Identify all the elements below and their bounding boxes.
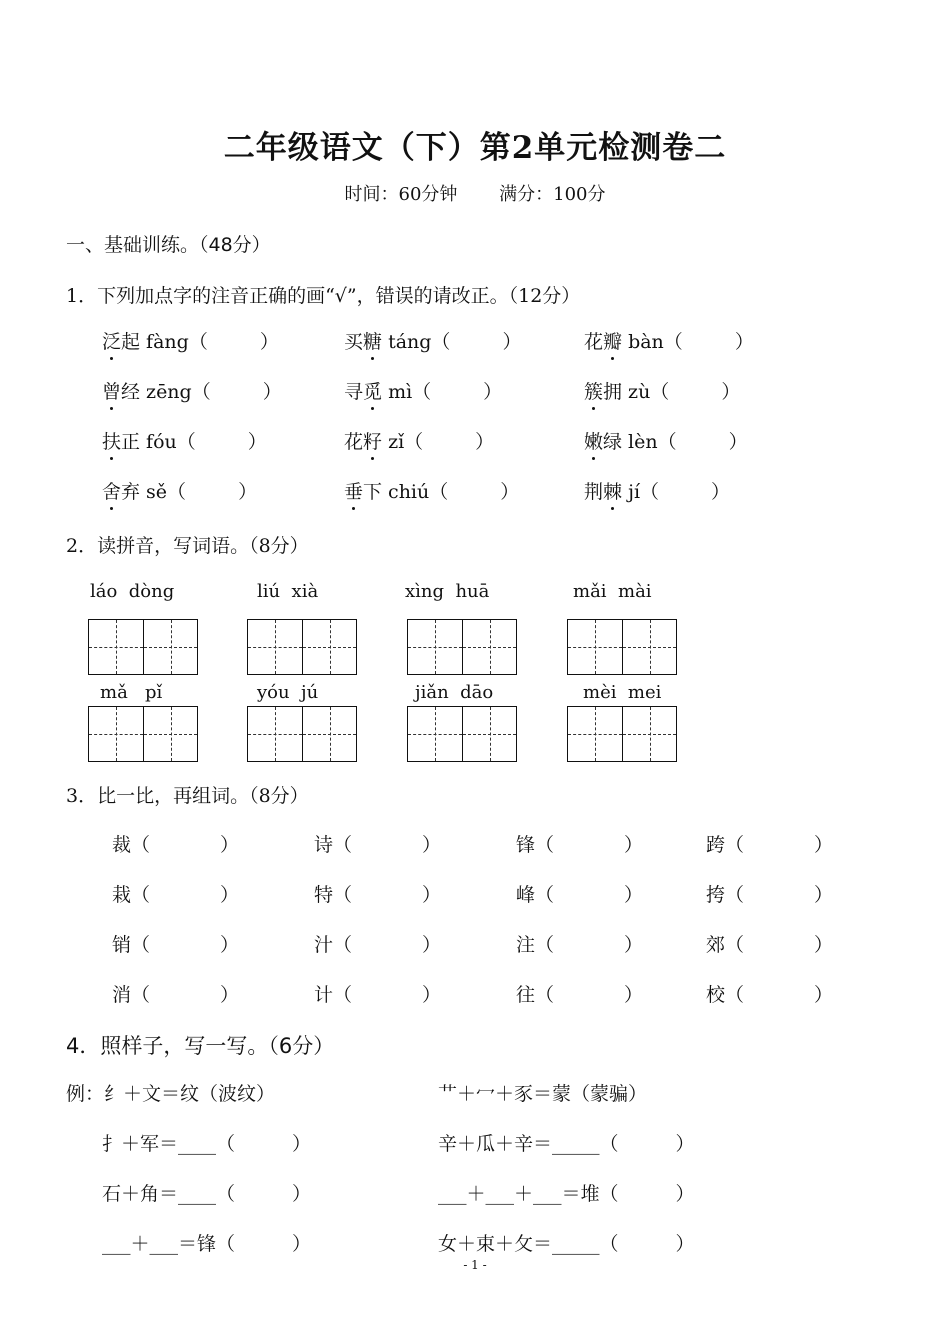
dotted-character: 扶 — [102, 427, 121, 454]
close-paren: ） — [814, 834, 834, 856]
character-formula-item[interactable]: 辛＋瓜＋辛＝_____（ ） — [438, 1133, 695, 1155]
q4-example-right: 艹＋冖＋豕＝蒙（蒙骗） — [438, 1083, 648, 1105]
compare-character: 裁 — [112, 834, 132, 856]
pinyin-check-item — [344, 377, 502, 404]
item-close-paren: ） — [259, 331, 279, 353]
dotted-character: 觅 — [363, 377, 382, 404]
exam-time: 时间：60分钟 — [344, 184, 458, 205]
item-pinyin: 弃 sě（ — [121, 481, 187, 503]
pinyin-check-item — [344, 477, 519, 504]
writing-grid[interactable] — [567, 706, 677, 762]
item-close-paren: ） — [483, 381, 503, 403]
open-paren: （ — [725, 934, 745, 956]
compare-word-item — [314, 830, 441, 857]
compare-word-item — [516, 830, 643, 857]
compare-character: 计 — [314, 984, 334, 1006]
item-close-paren: ） — [711, 481, 731, 503]
pinyin-label: xìng huā — [405, 581, 490, 602]
compare-word-item — [706, 980, 833, 1007]
item-close-paren: ） — [734, 331, 754, 353]
grid-cell[interactable] — [89, 707, 143, 761]
compare-character: 栽 — [112, 884, 132, 906]
writing-grid[interactable] — [88, 619, 198, 675]
compare-character: 校 — [706, 984, 726, 1006]
open-paren: （ — [131, 834, 151, 856]
open-paren: （ — [333, 884, 353, 906]
close-paren: ） — [624, 934, 644, 956]
exam-meta — [0, 180, 950, 206]
writing-grid[interactable] — [567, 619, 677, 675]
grid-cell[interactable] — [248, 620, 302, 674]
section-1-heading: 一、基础训练。（48分） — [66, 234, 271, 256]
close-paren: ） — [220, 884, 240, 906]
character-formula-item[interactable]: 扌＋军＝____（ ） — [102, 1133, 312, 1155]
dotted-character: 泛 — [102, 327, 121, 354]
item-prefix: 买 — [344, 331, 364, 353]
compare-character: 峰 — [516, 884, 536, 906]
open-paren: （ — [725, 984, 745, 1006]
writing-grid[interactable] — [407, 619, 517, 675]
grid-cell[interactable] — [302, 620, 356, 674]
close-paren: ） — [422, 984, 442, 1006]
pinyin-check-item — [344, 327, 521, 354]
writing-grid[interactable] — [247, 619, 357, 675]
writing-grid[interactable] — [247, 706, 357, 762]
item-close-paren: ） — [728, 431, 748, 453]
compare-character: 郊 — [706, 934, 726, 956]
compare-word-item — [112, 880, 239, 907]
dotted-character: 曾 — [102, 377, 121, 404]
dotted-character: 棘 — [603, 477, 622, 504]
item-pinyin: 拥 zù（ — [603, 381, 670, 403]
compare-word-item — [112, 980, 239, 1007]
close-paren: ） — [624, 834, 644, 856]
open-paren: （ — [131, 884, 151, 906]
q4-prompt: 4．照样子，写一写。（6分） — [66, 1034, 335, 1058]
dotted-character: 嫩 — [584, 427, 603, 454]
pinyin-label: liú xià — [257, 581, 319, 602]
grid-cell[interactable] — [462, 707, 516, 761]
compare-word-item — [706, 880, 833, 907]
pinyin-label: yóu jú — [257, 682, 319, 703]
page-number: - 1 - — [463, 1258, 487, 1272]
compare-character: 汁 — [314, 934, 334, 956]
close-paren: ） — [422, 934, 442, 956]
grid-cell[interactable] — [248, 707, 302, 761]
character-formula-item[interactable]: 女＋束＋攵＝_____（ ） — [438, 1233, 695, 1255]
pinyin-check-item — [344, 427, 494, 454]
item-pinyin: jí（ — [622, 481, 660, 503]
open-paren: （ — [725, 834, 745, 856]
item-pinyin: 经 zēng（ — [121, 381, 211, 403]
writing-grid[interactable] — [88, 706, 198, 762]
open-paren: （ — [333, 834, 353, 856]
item-pinyin: 正 fóu（ — [121, 431, 196, 453]
item-pinyin: zǐ（ — [382, 431, 424, 453]
compare-character: 特 — [314, 884, 334, 906]
q4-example-left: 例：纟＋文＝纹（波纹） — [66, 1083, 276, 1105]
item-prefix: 寻 — [344, 381, 364, 403]
compare-word-item — [706, 830, 833, 857]
compare-character: 诗 — [314, 834, 334, 856]
grid-cell[interactable] — [462, 620, 516, 674]
item-prefix: 荆 — [584, 481, 604, 503]
compare-character: 锋 — [516, 834, 536, 856]
close-paren: ） — [220, 934, 240, 956]
writing-grid[interactable] — [407, 706, 517, 762]
compare-character: 销 — [112, 934, 132, 956]
pinyin-check-item — [584, 377, 740, 404]
pinyin-check-item — [102, 377, 282, 404]
compare-character: 注 — [516, 934, 536, 956]
open-paren: （ — [535, 934, 555, 956]
dotted-character: 瓣 — [603, 327, 622, 354]
q2-prompt: 2．读拼音，写词语。（8分） — [66, 535, 309, 557]
close-paren: ） — [422, 834, 442, 856]
close-paren: ） — [814, 884, 834, 906]
q1-prompt: 1．下列加点字的注音正确的画“√”，错误的请改正。（12分） — [66, 285, 581, 307]
compare-word-item — [516, 980, 643, 1007]
grid-cell[interactable] — [143, 707, 197, 761]
item-close-paren: ） — [721, 381, 741, 403]
compare-word-item — [706, 930, 833, 957]
close-paren: ） — [624, 884, 644, 906]
item-close-paren: ） — [262, 381, 282, 403]
close-paren: ） — [624, 984, 644, 1006]
grid-cell[interactable] — [568, 620, 622, 674]
grid-cell[interactable] — [568, 707, 622, 761]
open-paren: （ — [535, 984, 555, 1006]
item-pinyin: mì（ — [382, 381, 432, 403]
close-paren: ） — [220, 984, 240, 1006]
close-paren: ） — [814, 934, 834, 956]
pinyin-label: mèi mei — [583, 682, 662, 703]
item-close-paren: ） — [502, 331, 522, 353]
q3-prompt: 3．比一比，再组词。（8分） — [66, 785, 309, 807]
item-close-paren: ） — [500, 481, 520, 503]
open-paren: （ — [725, 884, 745, 906]
compare-word-item — [314, 980, 441, 1007]
pinyin-check-item — [584, 427, 748, 454]
compare-word-item — [314, 930, 441, 957]
pinyin-check-item — [102, 327, 279, 354]
grid-cell[interactable] — [89, 620, 143, 674]
close-paren: ） — [814, 984, 834, 1006]
dotted-character: 簇 — [584, 377, 603, 404]
open-paren: （ — [131, 984, 151, 1006]
item-pinyin: 下 chiú（ — [363, 481, 449, 503]
grid-cell[interactable] — [622, 707, 676, 761]
item-pinyin: táng（ — [382, 331, 451, 353]
item-prefix: 花 — [344, 431, 364, 453]
compare-word-item — [516, 880, 643, 907]
pinyin-label: láo dòng — [90, 581, 175, 602]
item-prefix: 花 — [584, 331, 604, 353]
grid-cell[interactable] — [408, 707, 462, 761]
open-paren: （ — [131, 934, 151, 956]
open-paren: （ — [333, 934, 353, 956]
pinyin-check-item — [584, 477, 730, 504]
compare-character: 跨 — [706, 834, 726, 856]
close-paren: ） — [220, 834, 240, 856]
compare-word-item — [314, 880, 441, 907]
dotted-character: 垂 — [344, 477, 363, 504]
pinyin-label: jiǎn dāo — [415, 682, 494, 703]
compare-character: 消 — [112, 984, 132, 1006]
item-close-paren: ） — [238, 481, 258, 503]
item-pinyin: 绿 lèn（ — [603, 431, 677, 453]
item-close-paren: ） — [475, 431, 495, 453]
item-pinyin: bàn（ — [622, 331, 683, 353]
compare-word-item — [516, 930, 643, 957]
open-paren: （ — [333, 984, 353, 1006]
grid-cell[interactable] — [408, 620, 462, 674]
open-paren: （ — [535, 834, 555, 856]
compare-character: 往 — [516, 984, 536, 1006]
dotted-character: 糖 — [363, 327, 382, 354]
compare-character: 挎 — [706, 884, 726, 906]
compare-word-item — [112, 830, 239, 857]
dotted-character: 籽 — [363, 427, 382, 454]
pinyin-check-item — [584, 327, 754, 354]
grid-cell[interactable] — [622, 620, 676, 674]
character-formula-item[interactable]: ___＋___＝锋（ ） — [102, 1233, 312, 1255]
pinyin-check-item — [102, 427, 267, 454]
character-formula-item[interactable]: 石＋角＝____（ ） — [102, 1183, 312, 1205]
character-formula-item[interactable]: ___＋___＋___＝堆（ ） — [438, 1183, 695, 1205]
close-paren: ） — [422, 884, 442, 906]
item-pinyin: 起 fàng（ — [121, 331, 208, 353]
grid-cell[interactable] — [143, 620, 197, 674]
exam-score: 满分：100分 — [499, 184, 606, 205]
grid-cell[interactable] — [302, 707, 356, 761]
pinyin-check-item — [102, 477, 257, 504]
page-title: 二年级语文（下）第2单元检测卷二 — [223, 130, 727, 166]
compare-word-item — [112, 930, 239, 957]
dotted-character: 舍 — [102, 477, 121, 504]
item-close-paren: ） — [247, 431, 267, 453]
pinyin-label: mǎi mài — [573, 581, 652, 602]
open-paren: （ — [535, 884, 555, 906]
pinyin-label: mǎ pǐ — [100, 682, 163, 703]
